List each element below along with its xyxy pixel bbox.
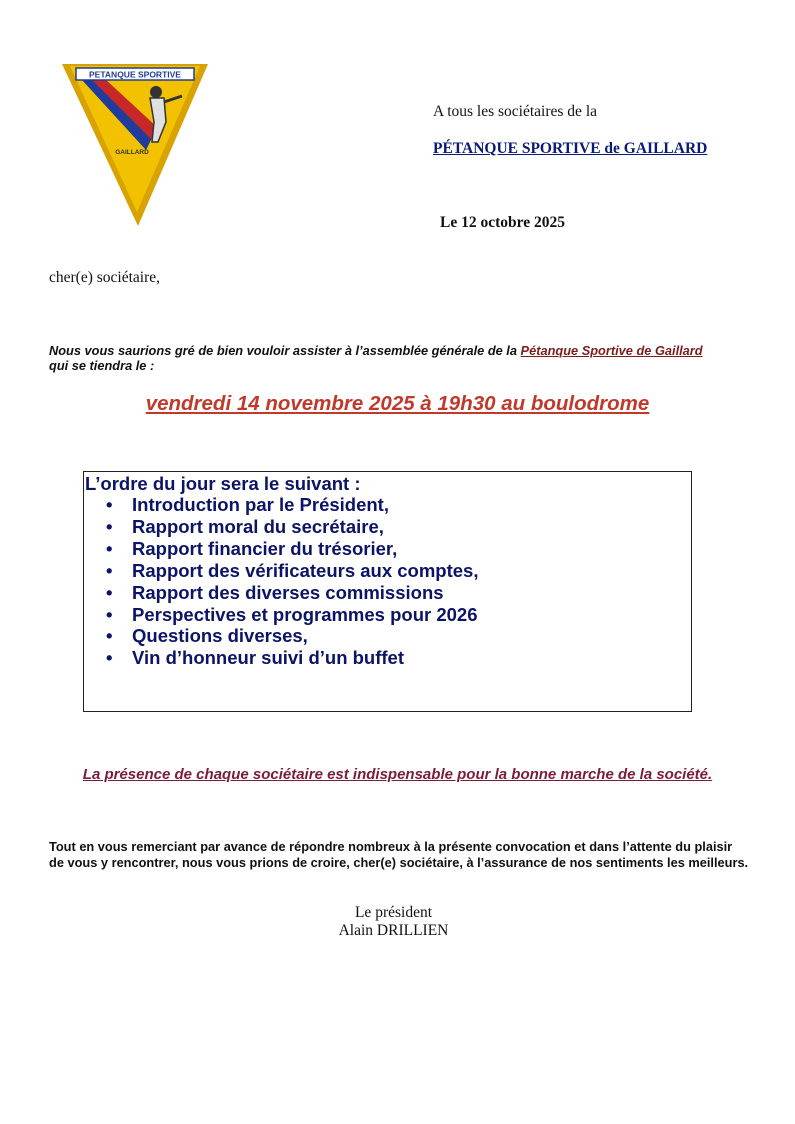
pennant-place-text: GAILLARD [115, 149, 149, 156]
attendance-notice: La présence de chaque sociétaire est indispensable pour la bonne marche de la société. [82, 766, 713, 783]
club-name: PÉTANQUE SPORTIVE de GAILLARD [433, 140, 708, 157]
agenda-title: L’ordre du jour sera le suivant : [85, 473, 361, 494]
intro-text-before: Nous vous saurions gré de bien vouloir assister à l’assemblée générale de la [49, 343, 521, 358]
signature-name: Alain DRILLIEN [338, 922, 449, 939]
agenda-item: • Rapport des diverses commissions [84, 582, 478, 604]
greeting: cher(e) sociétaire, [49, 269, 161, 286]
address-line: A tous les sociétaires de la [433, 103, 597, 120]
letter-date: Le 12 octobre 2025 [440, 214, 565, 231]
pennant-banner-text: PETANQUE SPORTIVE [89, 69, 181, 80]
agenda-box [83, 471, 692, 712]
intro-paragraph [49, 343, 749, 373]
closing-paragraph: Tout en vous remerciant par avance de répondre nombreux à la présente convocation et dans l’attente du plaisir de vous y rencontrer, nous vous prions de croire, cher(e) sociétaire, à l’assurance de nos sentiments les meilleurs. [49, 839, 749, 870]
agenda-item: • Rapport moral du secrétaire, [84, 516, 478, 538]
agenda-item: • Questions diverses, [84, 625, 478, 647]
player-head [150, 86, 162, 98]
signature-role: Le président [354, 904, 433, 921]
agenda-item: • Rapport des vérificateurs aux comptes, [84, 560, 478, 582]
agenda-item: • Perspectives et programmes pour 2026 [84, 604, 478, 626]
agenda-item: • Introduction par le Président, [84, 494, 478, 516]
intro-club-link: Pétanque Sportive de Gaillard [520, 343, 703, 358]
intro-text-after: qui se tiendra le : [49, 358, 155, 373]
agenda-list [84, 494, 478, 669]
agenda-item: • Rapport financier du trésorier, [84, 538, 478, 560]
meeting-date: vendredi 14 novembre 2025 à 19h30 au boulodrome [145, 392, 650, 415]
pennant-logo-icon [60, 60, 210, 228]
agenda-item: • Vin d’honneur suivi d’un buffet [84, 647, 478, 669]
